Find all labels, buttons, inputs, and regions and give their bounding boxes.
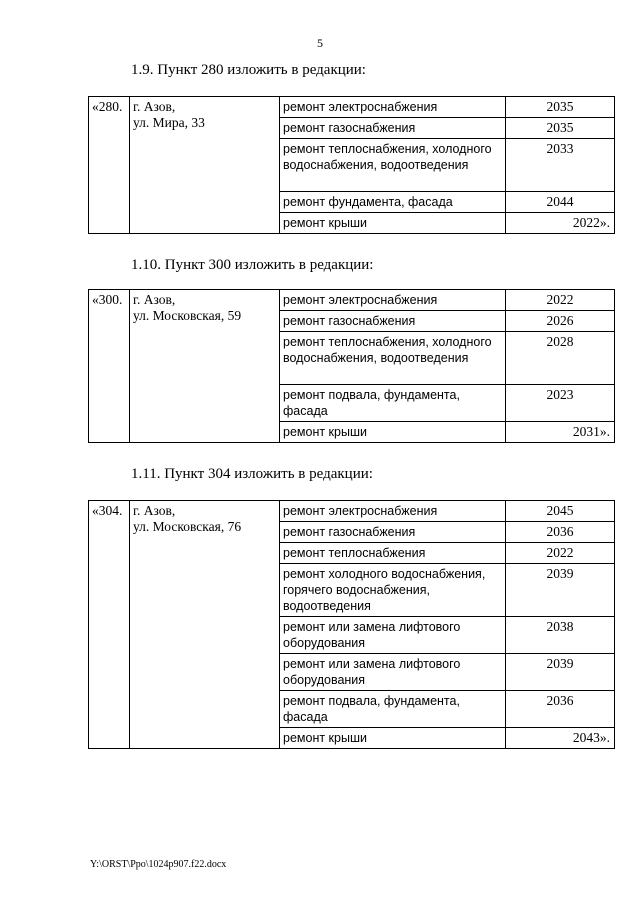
work-cell: ремонт теплоснабжения <box>280 543 506 564</box>
address-city: г. Азов, <box>133 99 176 114</box>
work-cell: ремонт газоснабжения <box>280 311 506 332</box>
work-cell: ремонт крыши <box>280 728 506 749</box>
year-cell: 2022». <box>506 213 615 234</box>
address-cell <box>130 501 280 749</box>
year-cell: 2039 <box>506 564 615 617</box>
address-city: г. Азов, <box>133 292 176 307</box>
section-heading-280: 1.9. Пункт 280 изложить в редакции: <box>131 62 366 78</box>
year-cell: 2031». <box>506 422 615 443</box>
address-street: ул. Мира, 33 <box>133 115 205 130</box>
work-cell: ремонт теплоснабжения, холодного водоснабжения, водоотведения <box>280 332 506 385</box>
work-cell: ремонт фундамента, фасада <box>280 192 506 213</box>
work-cell: ремонт крыши <box>280 422 506 443</box>
address-cell <box>130 97 280 234</box>
address-cell <box>130 290 280 443</box>
work-cell: ремонт электроснабжения <box>280 290 506 311</box>
work-cell: ремонт подвала, фундамента, фасада <box>280 691 506 728</box>
year-cell: 2026 <box>506 311 615 332</box>
year-cell: 2044 <box>506 192 615 213</box>
table-item-280 <box>88 96 615 234</box>
work-cell: ремонт подвала, фундамента, фасада <box>280 385 506 422</box>
year-cell: 2036 <box>506 691 615 728</box>
row-number: «300. <box>89 290 130 443</box>
year-cell: 2035 <box>506 97 615 118</box>
year-cell: 2022 <box>506 290 615 311</box>
section-heading-300: 1.10. Пункт 300 изложить в редакции: <box>131 257 374 273</box>
work-cell: ремонт газоснабжения <box>280 118 506 139</box>
year-cell: 2033 <box>506 139 615 192</box>
table-item-300 <box>88 289 615 443</box>
work-cell: ремонт или замена лифтового оборудования <box>280 654 506 691</box>
work-cell: ремонт электроснабжения <box>280 97 506 118</box>
year-cell: 2022 <box>506 543 615 564</box>
year-cell: 2038 <box>506 617 615 654</box>
year-cell: 2039 <box>506 654 615 691</box>
work-cell: ремонт газоснабжения <box>280 522 506 543</box>
address-street: ул. Московская, 76 <box>133 519 242 534</box>
work-cell: ремонт крыши <box>280 213 506 234</box>
row-number: «280. <box>89 97 130 234</box>
section-heading-304: 1.11. Пункт 304 изложить в редакции: <box>131 466 373 482</box>
file-path-footer: Y:\ORST\Ppo\1024p907.f22.docx <box>90 859 227 870</box>
table-item-304 <box>88 500 615 749</box>
work-cell: ремонт теплоснабжения, холодного водоснабжения, водоотведения <box>280 139 506 192</box>
year-cell: 2023 <box>506 385 615 422</box>
year-cell: 2043». <box>506 728 615 749</box>
year-cell: 2045 <box>506 501 615 522</box>
address-city: г. Азов, <box>133 503 176 518</box>
work-cell: ремонт холодного водоснабжения, горячего водоснабжения, водоотведения <box>280 564 506 617</box>
row-number: «304. <box>89 501 130 749</box>
year-cell: 2028 <box>506 332 615 385</box>
year-cell: 2036 <box>506 522 615 543</box>
address-street: ул. Московская, 59 <box>133 308 242 323</box>
page-number: 5 <box>317 36 323 50</box>
year-cell: 2035 <box>506 118 615 139</box>
work-cell: ремонт или замена лифтового оборудования <box>280 617 506 654</box>
work-cell: ремонт электроснабжения <box>280 501 506 522</box>
